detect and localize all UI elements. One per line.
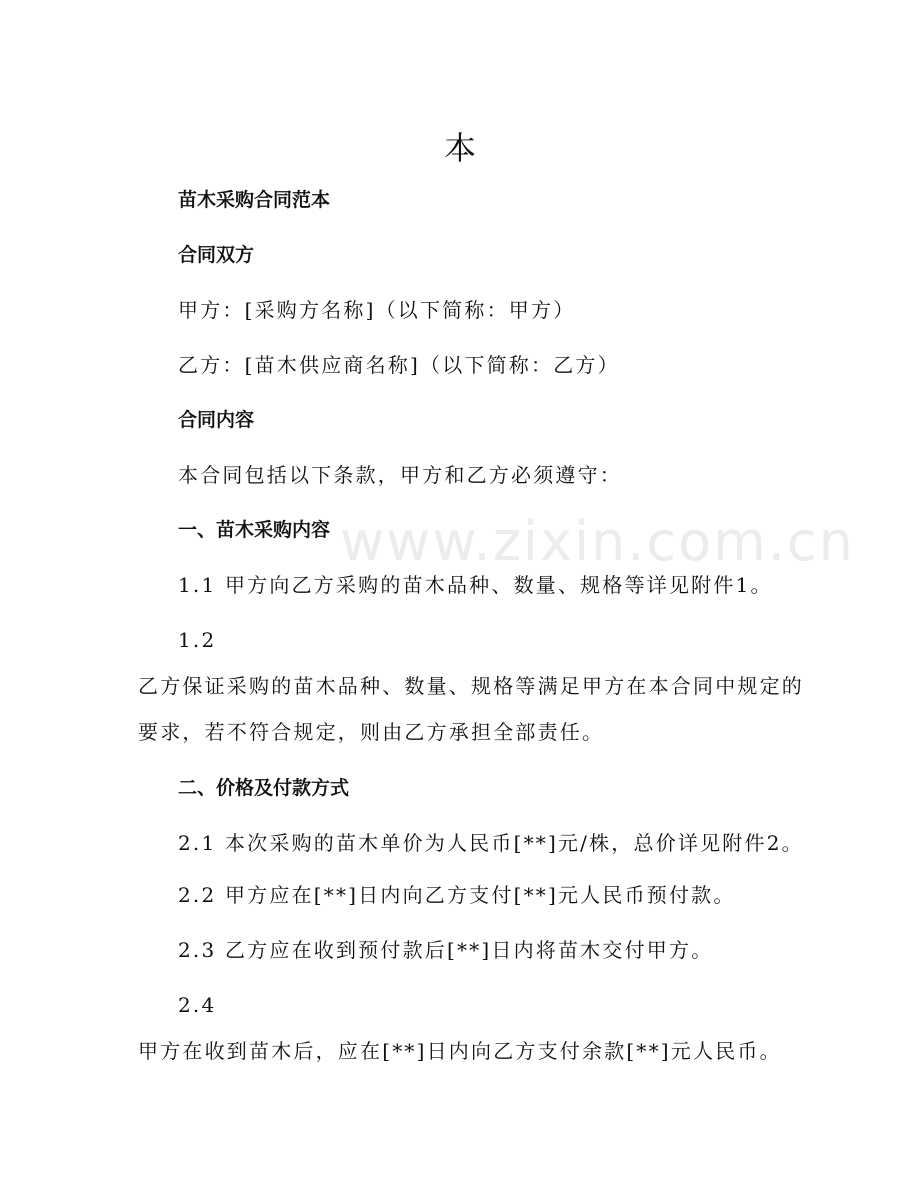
clause-2-4-number: 2.4 <box>178 993 217 1017</box>
clause-2-1: 2.1 本次采购的苗木单价为人民币[**]元/株，总价详见附件2。 <box>178 831 804 855</box>
clause-2-2: 2.2 甲方应在[**]日内向乙方支付[**]元人民币预付款。 <box>178 883 736 907</box>
intro-paragraph: 本合同包括以下条款，甲方和乙方必须遵守： <box>178 463 622 487</box>
page-title: 本 <box>443 129 476 167</box>
section1-heading: 一、苗木采购内容 <box>178 519 331 541</box>
clause-2-4-line1: 甲方在收到苗木后，应在[**]日内向乙方支付余款[**]元人民币。 <box>138 1039 782 1063</box>
party-a: 甲方：[采购方名称]（以下简称：甲方） <box>178 298 576 322</box>
party-b: 乙方：[苗木供应商名称]（以下简称：乙方） <box>178 353 620 377</box>
content-heading: 合同内容 <box>178 409 255 431</box>
watermark: www.zixin.com.cn <box>340 510 855 573</box>
clause-2-3: 2.3 乙方应在收到预付款后[**]日内将苗木交付甲方。 <box>178 938 714 962</box>
clause-1-2-line2: 要求，若不符合规定，则由乙方承担全部责任。 <box>138 720 605 744</box>
document-title: 苗木采购合同范本 <box>178 189 331 211</box>
clause-1-2-number: 1.2 <box>178 628 217 652</box>
section2-heading: 二、价格及付款方式 <box>178 777 350 799</box>
parties-heading: 合同双方 <box>178 244 255 266</box>
clause-1-1: 1.1 甲方向乙方采购的苗木品种、数量、规格等详见附件1。 <box>178 573 773 597</box>
clause-1-2-line1: 乙方保证采购的苗木品种、数量、规格等满足甲方在本合同中规定的 <box>138 674 804 698</box>
